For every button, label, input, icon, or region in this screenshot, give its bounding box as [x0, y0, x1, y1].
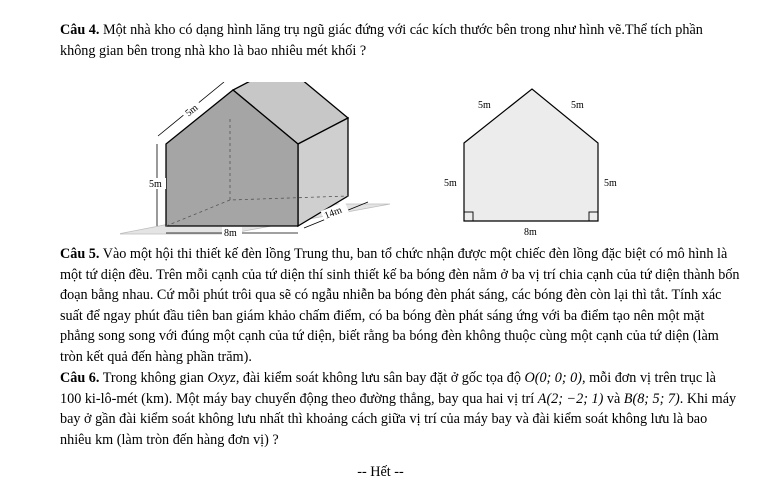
math-point-a: A(2; −2; 1): [537, 390, 604, 407]
question-4: [60, 20, 740, 61]
front-dim-right: 5m: [604, 178, 617, 189]
question-5: [60, 244, 740, 368]
front-dim-left: 5m: [444, 178, 457, 189]
dim-width-label: 8m: [224, 228, 237, 239]
question-4-label: Câu 4.: [60, 22, 100, 38]
front-dim-bottom: 8m: [524, 227, 537, 238]
question-6-text-3: , mỗi đơn vị trên trục là 100 ki-lô-mét (km). Một máy bay chuyển động theo đường thẳng, bay qua hai vị trí: [60, 370, 716, 407]
question-5-label: Câu 5.: [60, 246, 100, 262]
question-6-text-4: và: [603, 390, 624, 407]
math-oxyz: Oxyz: [207, 370, 236, 386]
math-point-b: B(8; 5; 7): [623, 390, 680, 407]
front-dim-top-left: 5m: [478, 100, 491, 111]
question-6-text-5: . Khi máy bay ở gần đài kiểm soát không lưu nhất thì khoảng cách giữa vị trí của máy bay và đài kiểm soát không lưu là bao nhiêu km (làm tròn đến hàng đơn vị) ?: [60, 390, 737, 448]
question-5-text: Vào một hội thi thiết kế đèn lồng Trung thu, ban tổ chức nhận được một chiếc đèn lồng đặc biệt có mô hình là một tứ diện đều. Trên mỗi cạnh của tứ diện thí sinh thiết kế ba bóng đèn nằm ở ba vị trí chia cạnh của tứ diện thành bốn đoạn bằng nhau. Cứ mỗi phút trôi qua sẽ có ngẫu nhiễn ba bóng đèn phát sáng, các bóng đèn còn lại thì tắt. Tính xác suất để ngay phút đầu tiên ban giám khảo chấm điểm, có ba bóng đèn phát sáng ứng với ba điểm tạo nên một mặt phẳng song song với đúng một cạnh của tứ diện, biết rằng ba bóng đèn không thuộc cùng một cạnh của tứ diện (làm tròn kết quả đến hàng phần trăm).: [60, 246, 740, 365]
warehouse-front-view: [440, 82, 630, 242]
warehouse-3d-figure: [120, 82, 420, 244]
front-dim-top-right: 5m: [571, 100, 584, 111]
question-6-text-2: , đài kiểm soát không lưu sân bay đặt ở gốc tọa độ: [235, 370, 525, 386]
dim-length-label: 14m: [322, 204, 344, 222]
end-marker: -- Hết --: [357, 464, 404, 480]
math-origin: O(0; 0; 0): [524, 370, 582, 386]
dim-height-label: 5m: [149, 179, 162, 190]
question-6-text-1: Trong không gian: [102, 370, 208, 386]
question-6-label: Câu 6.: [60, 370, 100, 386]
dim-slope-label: 5m: [183, 102, 201, 120]
question-4-text: Một nhà kho có dạng hình lăng trụ ngũ giác đứng với các kích thước bên trong như hình vẽ.Thể tích phần không gian bên trong nhà kho là bao nhiêu mét khối ?: [60, 22, 703, 59]
question-6: [60, 368, 740, 450]
